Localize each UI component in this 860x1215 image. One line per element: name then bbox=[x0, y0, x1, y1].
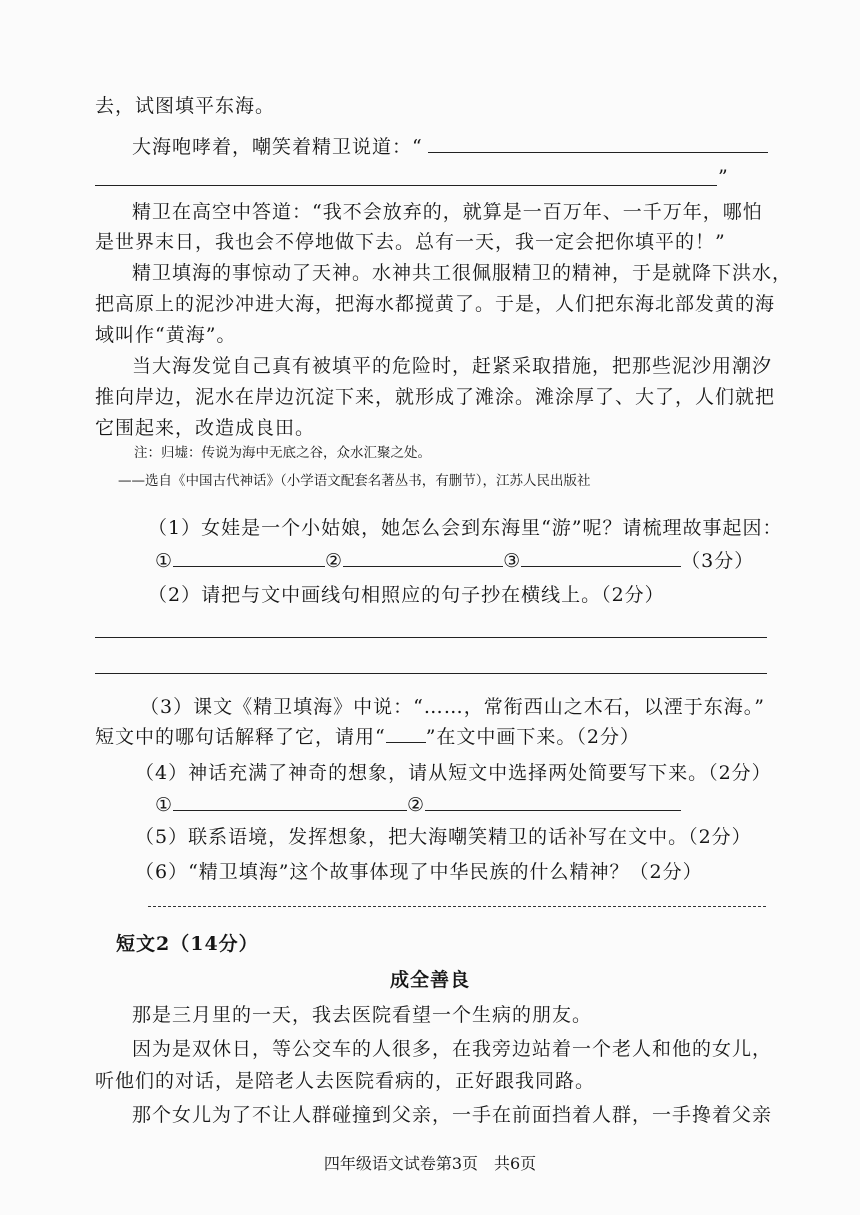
answer-blank[interactable] bbox=[521, 546, 681, 567]
underline-sample bbox=[386, 724, 426, 743]
passage1-line: 是世界末日，我也会不停地做下去。总有一天，我一定会把你填平的！” bbox=[95, 231, 726, 253]
passage1-line: 去，试图填平东海。 bbox=[95, 95, 276, 117]
passage1-line: 精卫填海的事惊动了天神。水神共工很佩服精卫的精神，于是就降下洪水， bbox=[132, 262, 793, 284]
marker-1: ① bbox=[155, 794, 174, 816]
question-3-text: 短文中的哪句话解释了它，请用“ bbox=[95, 726, 386, 748]
marker-3: ③ bbox=[503, 550, 522, 572]
passage1-line: 推向岸边，泥水在岸边沉淀下来，就形成了滩涂。滩涂厚了、大了，人们就把 bbox=[95, 386, 776, 408]
marker-1: ① bbox=[155, 550, 174, 572]
section-heading: 短文2（14分） bbox=[116, 933, 259, 955]
passage1-line bbox=[132, 133, 423, 161]
answer-blank[interactable] bbox=[425, 790, 681, 811]
question-3-text: ”在文中画下来。（2分） bbox=[425, 726, 641, 748]
passage1-line: 精卫在高空中答道：“我不会放弃的，就算是一百万年、一千万年，哪怕 bbox=[132, 201, 763, 223]
question-3-line2 bbox=[95, 723, 640, 751]
score-label: （3分） bbox=[681, 550, 755, 572]
passage2-line: 那是三月里的一天，我去医院看望一个生病的朋友。 bbox=[132, 1004, 593, 1026]
answer-blank[interactable] bbox=[173, 790, 407, 811]
closing-quote: ” bbox=[718, 166, 729, 188]
answer-blank[interactable] bbox=[173, 546, 325, 567]
passage2-title: 成全善良 bbox=[389, 969, 470, 991]
passage2-line: 那个女儿为了不让人群碰撞到父亲，一手在前面挡着人群，一手搀着父亲 bbox=[132, 1104, 773, 1126]
answer-line[interactable] bbox=[95, 637, 767, 638]
passage1-text: 大海咆哮着，嘲笑着精卫说道：“ bbox=[132, 136, 423, 158]
footnote: 注：归墟：传说为海中无底之谷，众水汇聚之处。 bbox=[134, 445, 431, 461]
section-divider bbox=[148, 906, 766, 907]
question-2: （2）请把与文中画线句相照应的句子抄在横线上。（2分） bbox=[148, 584, 665, 606]
question-4-blanks bbox=[155, 790, 681, 819]
question-3: （3）课文《精卫填海》中说：“……，常衔西山之木石，以湮于东海。” bbox=[140, 696, 766, 718]
page-footer: 四年级语文试卷第3页 共6页 bbox=[323, 1154, 537, 1173]
marker-2: ② bbox=[325, 550, 344, 572]
answer-blank[interactable] bbox=[343, 546, 503, 567]
passage1-line: 当大海发觉自己真有被填平的危险时，赶紧采取措施，把那些泥沙用潮汐 bbox=[132, 355, 773, 377]
passage2-line: 因为是双休日，等公交车的人很多，在我旁边站着一个老人和他的女儿， bbox=[132, 1038, 773, 1060]
question-1-blanks bbox=[155, 546, 754, 575]
question-4: （4）神话充满了神奇的想象，请从短文中选择两处简要写下来。（2分） bbox=[135, 762, 772, 784]
source-citation: ——选自《中国古代神话》（小学语文配套名著丛书，有删节），江苏人民出版社 bbox=[118, 473, 591, 489]
passage2-line: 听他们的对话，是陪老人去医院看病的，正好跟我同路。 bbox=[95, 1070, 596, 1092]
passage1-line: 它围起来，改造成良田。 bbox=[95, 417, 316, 439]
passage1-line: 域叫作“黄海”。 bbox=[95, 324, 237, 346]
passage1-line: 把高原上的泥沙冲进大海，把海水都搅黄了。于是，人们把东海北部发黄的海 bbox=[95, 293, 776, 315]
answer-blank-line bbox=[428, 152, 768, 153]
answer-blank-line bbox=[95, 185, 717, 186]
question-5: （5）联系语境，发挥想象，把大海嘲笑精卫的话补写在文中。（2分） bbox=[135, 826, 752, 848]
question-1: （1）女娃是一个小姑娘，她怎么会到东海里“游”呢？请梳理故事起因： bbox=[148, 517, 783, 539]
marker-2: ② bbox=[407, 794, 426, 816]
question-6: （6）“精卫填海”这个故事体现了中华民族的什么精神？（2分） bbox=[135, 861, 703, 883]
answer-line[interactable] bbox=[95, 673, 767, 674]
